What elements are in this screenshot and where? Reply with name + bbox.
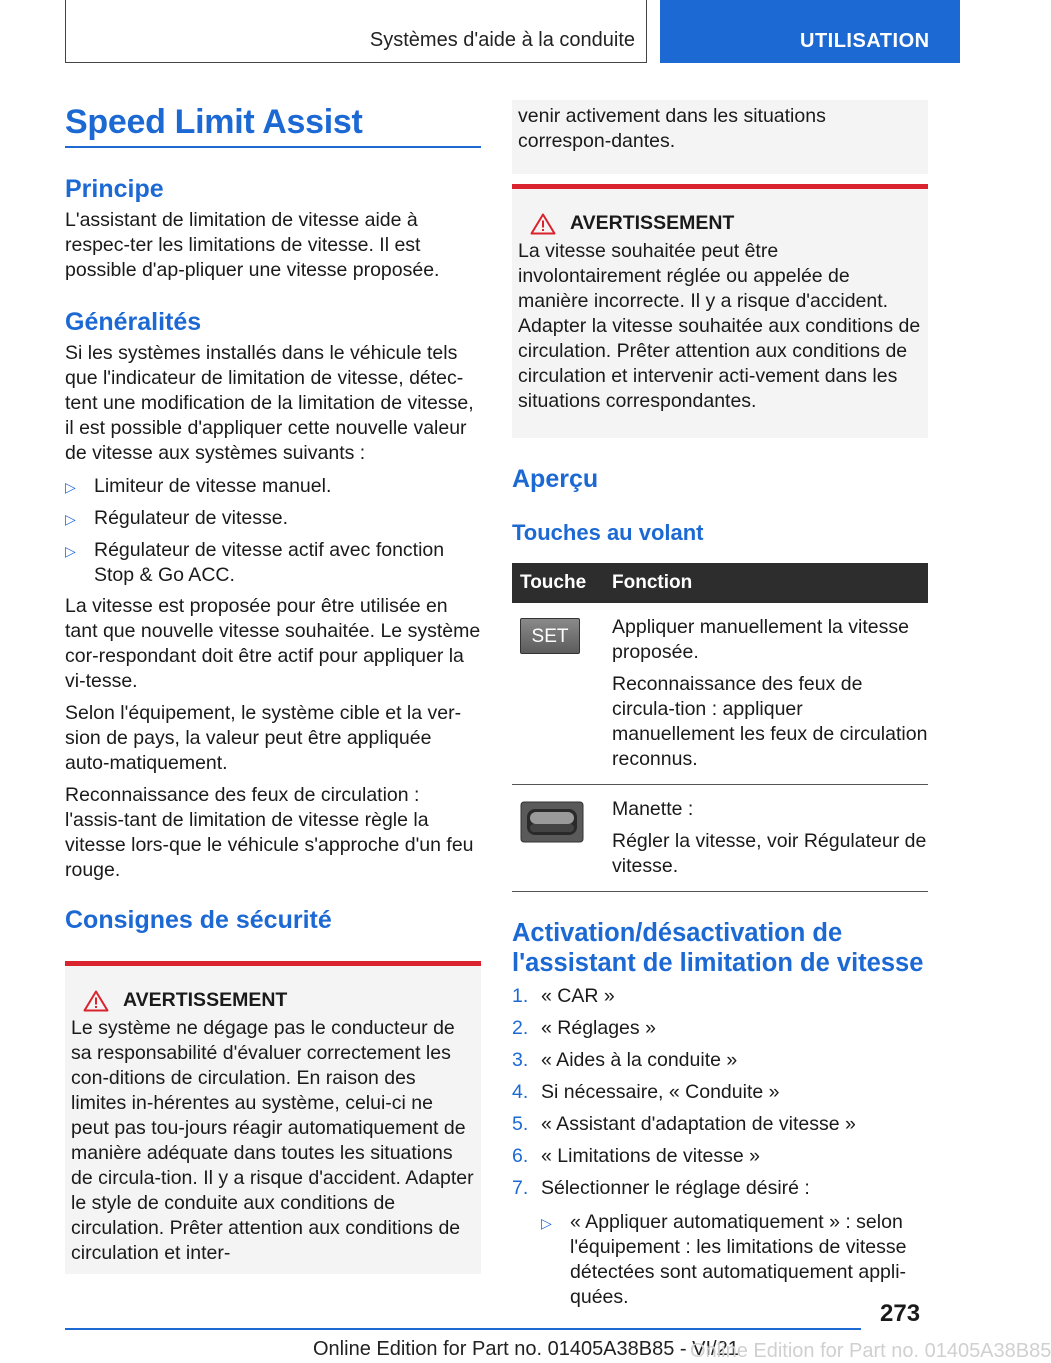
table-header-cell: Touche (512, 563, 604, 603)
table-header-cell: Fonction (604, 563, 928, 603)
triangle-bullet-icon: ▷ (65, 511, 76, 527)
touches-heading: Touches au volant (512, 520, 704, 545)
rocker-lever-icon (520, 801, 584, 843)
right-column (512, 100, 928, 1310)
header-section-title: Systèmes d'aide à la conduite (369, 29, 635, 51)
activation-heading: Activation/désactivation de l'assistant de limitation de vitesse (512, 919, 924, 977)
steps-list (512, 980, 928, 1310)
list-item: ▷ Limiteur de vitesse manuel. (65, 474, 481, 499)
list-item: 6. « Limitations de vitesse » (512, 1145, 760, 1167)
table-cell-text: Manette : (612, 798, 694, 820)
warning-title: AVERTISSEMENT (71, 988, 475, 1013)
list-item: ▷ Régulateur de vitesse actif avec fonction Stop & Go ACC. (65, 539, 445, 586)
list-item: ▷ Régulateur de vitesse. (65, 506, 481, 531)
list-item: 1. « CAR » (512, 985, 615, 1007)
table-cell (512, 785, 604, 892)
consignes-heading: Consignes de sécurité (65, 906, 332, 934)
table-cell-text: Régler la vitesse, voir Régulateur de vitesse. (612, 830, 927, 877)
warning-box (65, 961, 481, 1274)
triangle-bullet-icon: ▷ (541, 1215, 552, 1231)
set-button-icon: SET (520, 618, 580, 654)
warning-text-continued: venir activement dans les situations correspon-dantes. (518, 105, 826, 152)
title-rule (65, 146, 481, 148)
table-header-row (512, 563, 928, 603)
warning-title: AVERTISSEMENT (518, 211, 922, 236)
list-item: 3. « Aides à la conduite » (512, 1049, 738, 1071)
edition-text: Online Edition for Part no. 01405A38B85 - VI/21 (313, 1338, 739, 1360)
watermark: Online Edition for Part no. 01405A38B85 (690, 1340, 1051, 1362)
paragraph: Selon l'équipement, le système cible et la ver-sion de pays, la valeur peut être appliquée auto-matiquement. (65, 702, 462, 774)
triangle-bullet-icon: ▷ (65, 479, 76, 495)
principe-text: L'assistant de limitation de vitesse aide à respec-ter les limitations de vitesse. Il est possible d'ap-pliquer une vitesse proposée. (65, 209, 440, 281)
sub-list-item: ▷ « Appliquer automatiquement » : selon l'équipement : les limitations de vitesse détectées sont automatiquement appli-quées. (541, 1211, 907, 1308)
warning-text: Le système ne dégage pas le conducteur de sa responsabilité d'évaluer correctement les con-ditions de circulation. En raison des limites in-hérentes au système, celui-ci ne peut pas tou-jours réagir automatiquement de manière adéquate dans toutes les situations de circula-tion. Il y a risque d'accident. Adapter le style de conduite aux conditions de circulation. Prêter attention aux conditions de circulation et inter- (71, 1017, 474, 1264)
paragraph: Reconnaissance des feux de circulation : l'assis-tant de limitation de vitesse règle la vitesse lors-que le véhicule s'approche d'un feu rouge. (65, 784, 474, 881)
header-tab (660, 0, 960, 63)
triangle-bullet-icon: ▷ (65, 543, 76, 559)
header-tab-label: UTILISATION (800, 30, 930, 52)
footer-rule (65, 1328, 861, 1330)
warning-text: La vitesse souhaitée peut être involontairement réglée ou appelée de manière incorrecte. Il y a risque d'accident. Adapter la vitesse souhaitée aux conditions de circulation. Prêter attention aux conditions de circulation et intervenir acti-vement dans les situations correspondantes. (518, 240, 921, 412)
paragraph: La vitesse est proposée pour être utilisée en tant que nouvelle vitesse souhaitée. Le système cor-respondant doit être actif pour appliquer la vi-tesse. (65, 595, 481, 692)
page-title: Speed Limit Assist (65, 103, 363, 141)
table-row (512, 603, 928, 785)
table-cell-text: Reconnaissance des feux de circula-tion : appliquer manuellement les feux de circulation reconnus. (612, 673, 928, 770)
list-item: 4. Si nécessaire, « Conduite » (512, 1081, 780, 1103)
left-column (65, 100, 481, 1274)
generalites-heading: Généralités (65, 308, 202, 336)
apercu-heading: Aperçu (512, 465, 599, 493)
page-number: 273 (880, 1300, 921, 1327)
principe-heading: Principe (65, 175, 164, 203)
list-item: 7. Sélectionner le réglage désiré : (512, 1177, 810, 1199)
table-cell (512, 603, 604, 785)
warning-box-continued (512, 100, 928, 174)
table-row (512, 785, 928, 892)
warning-triangle-icon (530, 213, 556, 235)
warning-triangle-icon (83, 990, 109, 1012)
list-item: 5. « Assistant d'adaptation de vitesse » (512, 1113, 856, 1135)
warning-box (512, 184, 928, 438)
list-item: 2. « Réglages » (512, 1017, 656, 1039)
table-cell (604, 603, 928, 785)
generalites-text: Si les systèmes installés dans le véhicule tels que l'indicateur de limitation de vitesse, détec-tent une modification de la limitation de vitesse, il est possible d'appliquer cette nouvelle valeur de vitesse aux systèmes suivants : (65, 342, 474, 464)
table-cell (604, 785, 928, 892)
table-cell-text: Appliquer manuellement la vitesse proposée. (612, 616, 909, 663)
keys-table (512, 563, 928, 892)
